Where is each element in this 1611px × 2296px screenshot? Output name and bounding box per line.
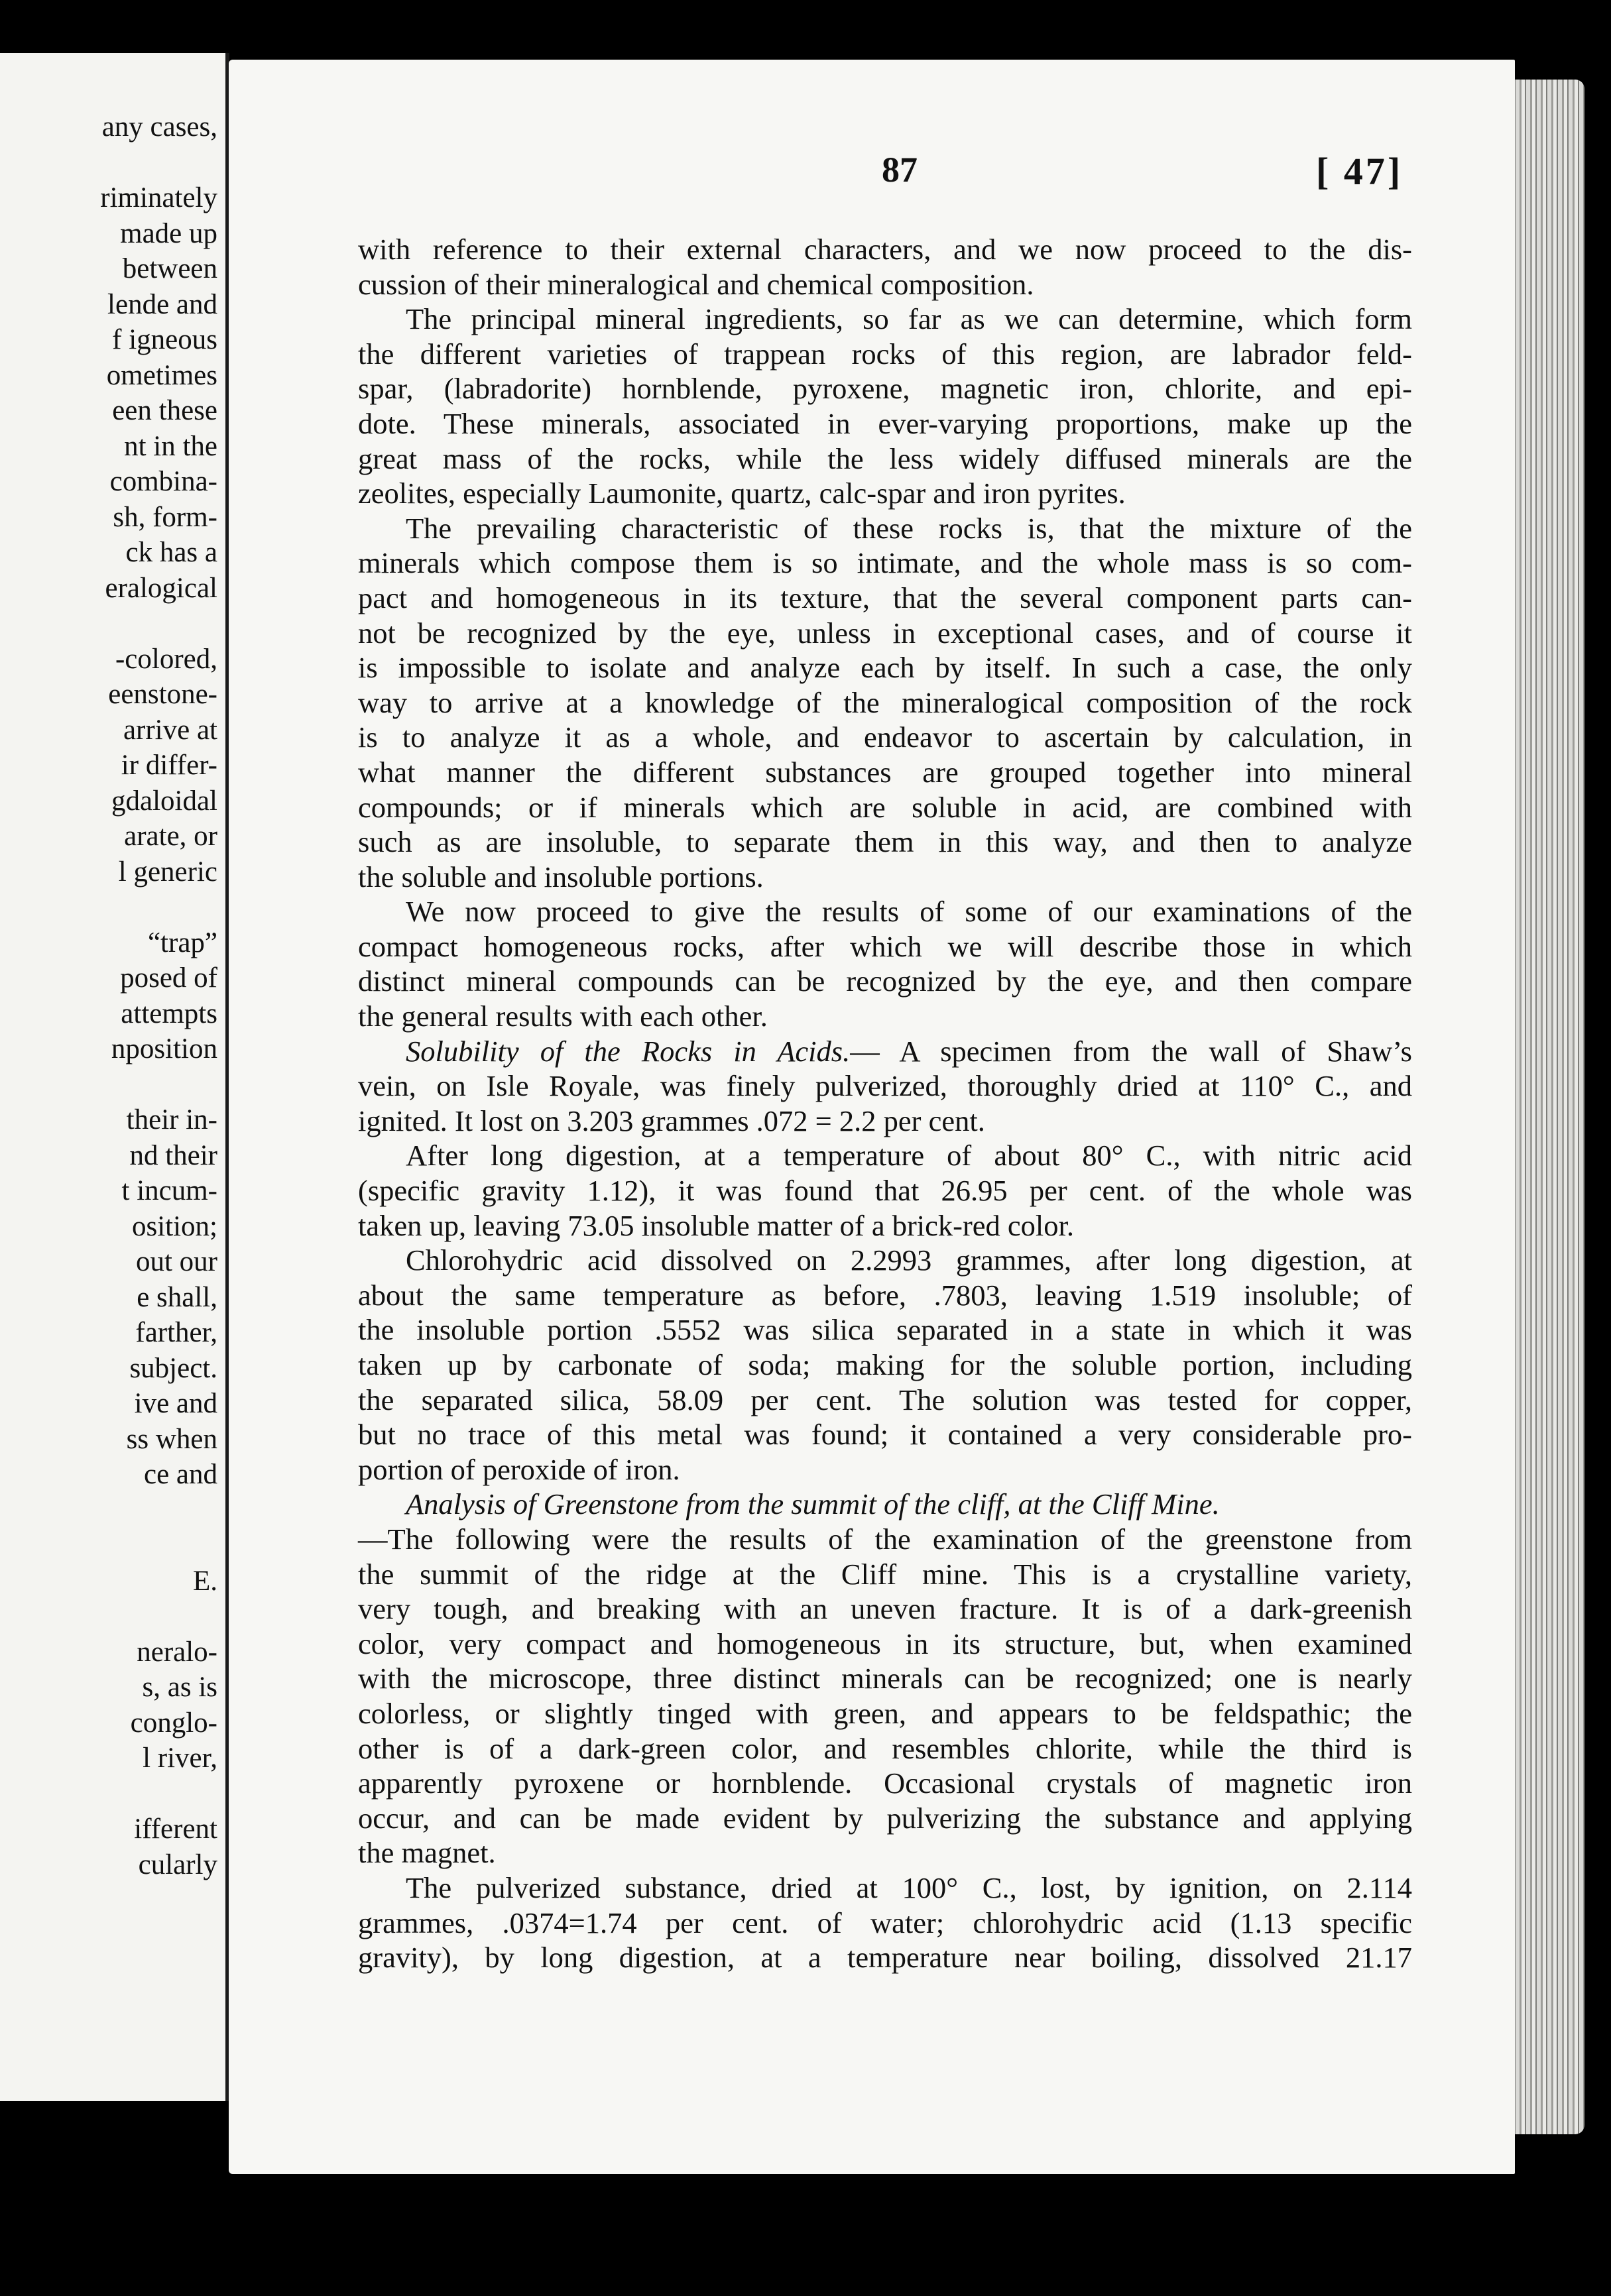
left-page-line: between <box>122 253 217 284</box>
text-line: apparently pyroxene or hornblende. Occasional crystals of magnetic iron <box>358 1766 1412 1800</box>
text-line: grammes, .0374=1.74 per cent. of water; chlorohydric acid (1.13 specific <box>358 1906 1412 1939</box>
text-line: great mass of the rocks, while the less widely diffused minerals are the <box>358 441 1412 475</box>
left-page-line: their in- <box>126 1104 217 1135</box>
text-line: is to analyze it as a whole, and endeavor to ascertain by calculation, in <box>358 720 1412 754</box>
text-line: what manner the different substances are grouped together into mineral <box>358 755 1412 789</box>
text-line: pact and homogeneous in its texture, that the several component parts can- <box>358 581 1412 614</box>
left-page-line: s, as is <box>142 1672 217 1703</box>
left-page-line: combina- <box>109 466 217 497</box>
text-line: not be recognized by the eye, unless in exceptional cases, and of course it <box>358 616 1412 650</box>
text-line: Chlorohydric acid dissolved on 2.2993 grammes, after long digestion, at <box>406 1243 1412 1277</box>
left-page-line: l river, <box>143 1743 217 1774</box>
left-page-line: neralo- <box>137 1636 217 1668</box>
text-line: The prevailing characteristic of these rocks is, that the mixture of the <box>406 511 1412 545</box>
text-line: taken up, leaving 73.05 insoluble matter of a brick-red color. <box>358 1208 1075 1242</box>
text-line: such as are insoluble, to separate them in this way, and then to analyze <box>358 825 1412 859</box>
text-line: occur, and can be made evident by pulverizing the substance and applying <box>358 1801 1412 1835</box>
left-page-line: any cases, <box>101 111 217 143</box>
text-line: color, very compact and homogeneous in its structure, but, when examined <box>358 1627 1412 1660</box>
text-line: compounds; or if minerals which are soluble in acid, are combined with <box>358 790 1412 824</box>
text-line: The principal mineral ingredients, so far as we can determine, which form <box>406 302 1412 336</box>
text-line: the summit of the ridge at the Cliff mine. This is a crystalline variety, <box>358 1557 1412 1591</box>
text-line: After long digestion, at a temperature of about 80° C., with nitric acid <box>406 1139 1412 1173</box>
left-page-line: out our <box>135 1246 217 1277</box>
left-page-line: gdaloidal <box>111 785 217 817</box>
section-heading: Analysis of Greenstone from the summit of the cliff, at the Cliff Mine. <box>406 1487 1220 1521</box>
text-line: way to arrive at a knowledge of the mineralogical composition of the rock <box>358 685 1412 719</box>
text-line: but no trace of this metal was found; it contained a very considerable pro- <box>358 1418 1412 1452</box>
left-page-line: subject. <box>129 1352 217 1384</box>
left-page-line: ir differ- <box>121 750 217 781</box>
text-line: cussion of their mineralogical and chemical composition. <box>358 267 1034 301</box>
left-page-line: attempts <box>121 998 217 1029</box>
left-page-line: ck has a <box>125 537 217 568</box>
left-page-line: eralogical <box>105 572 217 604</box>
text-line: with the microscope, three distinct minerals can be recognized; one is nearly <box>358 1662 1412 1695</box>
left-page-line: cularly <box>138 1849 217 1880</box>
text-line: the soluble and insoluble portions. <box>358 860 764 893</box>
left-page-fragment <box>0 53 229 2101</box>
text-line: spar, (labradorite) hornblende, pyroxene, magnetic iron, chlorite, and epi- <box>358 372 1412 406</box>
text-line: dote. These minerals, associated in ever-varying proportions, make up the <box>358 406 1412 440</box>
left-page-line: ss when <box>126 1423 217 1455</box>
text-line: distinct mineral compounds can be recognized by the eye, and then compare <box>358 964 1412 998</box>
text-line: ignited. It lost on 3.203 grammes .072 = 2.2 per cent. <box>358 1104 985 1137</box>
text-line: gravity), by long digestion, at a temperature near boiling, dissolved 21.17 <box>358 1941 1412 1975</box>
text-line: (specific gravity 1.12), it was found that 26.95 per cent. of the whole was <box>358 1174 1412 1208</box>
text-line: with reference to their external characters, and we now proceed to the dis- <box>358 233 1412 266</box>
text-line: vein, on Isle Royale, was finely pulverized, thoroughly dried at 110° C., and <box>358 1069 1412 1103</box>
text-line: compact homogeneous rocks, after which we will describe those in which <box>358 929 1412 963</box>
left-page-line: arrive at <box>123 714 217 746</box>
signature-mark: [ 47] <box>1316 150 1403 193</box>
text-line <box>358 1034 1412 1069</box>
left-page-line: nd their <box>129 1139 217 1171</box>
left-page-line: farther, <box>135 1317 217 1348</box>
text-line: the different varieties of trappean rocks of this region, are labrador feld- <box>358 337 1412 371</box>
text-line: very tough, and breaking with an uneven fracture. It is of a dark-greenish <box>358 1592 1412 1626</box>
text-line: other is of a dark-green color, and resembles chlorite, while the third is <box>358 1731 1412 1765</box>
left-page-line: ometimes <box>106 359 217 391</box>
left-page-line: sh, form- <box>113 501 217 533</box>
left-page-line: f igneous <box>112 324 217 355</box>
left-page-line: E. <box>192 1565 217 1597</box>
text-line: portion of peroxide of iron. <box>358 1452 680 1486</box>
text-line: the separated silica, 58.09 per cent. The solution was tested for copper, <box>358 1383 1412 1416</box>
left-page-line: ive and <box>134 1388 217 1419</box>
left-page-line: conglo- <box>130 1707 217 1739</box>
left-page-line: e shall, <box>137 1281 217 1313</box>
section-heading: Solubility of the Rocks in Acids. <box>406 1034 851 1068</box>
body-text <box>358 232 1412 1975</box>
left-page-line: riminately <box>100 182 217 213</box>
text-line: —The following were the results of the examination of the greenstone from <box>358 1522 1412 1556</box>
text-line: zeolites, especially Laumonite, quartz, calc-spar and iron pyrites. <box>358 477 1126 510</box>
text-line: taken up by carbonate of soda; making for the soluble portion, including <box>358 1348 1412 1381</box>
left-page-line: ifferent <box>134 1813 217 1845</box>
page-edge-stack <box>1505 80 1584 2134</box>
left-page-line: “trap” <box>147 927 217 958</box>
text-line: We now proceed to give the results of some of our examinations of the <box>406 895 1412 929</box>
left-page-line: t incum- <box>121 1175 217 1206</box>
text-line: the general results with each other. <box>358 1000 768 1033</box>
left-page-line: l generic <box>118 856 217 888</box>
left-page-line: eenstone- <box>108 679 217 710</box>
text-line: the magnet. <box>358 1836 496 1870</box>
text-line: about the same temperature as before, .7803, leaving 1.519 insoluble; of <box>358 1278 1412 1312</box>
text-line: is impossible to isolate and analyze each by itself. In such a case, the only <box>358 651 1412 685</box>
left-page-line: posed of <box>120 962 217 994</box>
left-page-line: nt in the <box>124 430 217 462</box>
left-page-line: arate, or <box>124 821 217 852</box>
left-page-line: osition; <box>131 1210 217 1242</box>
text-line: the insoluble portion .5552 was silica separated in a state in which it was <box>358 1313 1412 1347</box>
text-line <box>358 1487 1412 1522</box>
text-line: minerals which compose them is so intimate, and the whole mass is so com- <box>358 546 1412 580</box>
text-line: colorless, or slightly tinged with green, and appears to be feldspathic; the <box>358 1696 1412 1730</box>
left-page-line: lende and <box>107 288 217 320</box>
left-page-line: -colored, <box>115 643 217 675</box>
text-line: The pulverized substance, dried at 100° C., lost, by ignition, on 2.114 <box>406 1870 1412 1904</box>
left-page-line: nposition <box>111 1033 217 1064</box>
text-line-rest: — A specimen from the wall of Shaw’s <box>850 1034 1412 1068</box>
left-page-line: een these <box>112 395 217 426</box>
page-number: 87 <box>882 150 918 190</box>
left-page-line: made up <box>120 217 217 249</box>
left-page-line: ce and <box>143 1459 217 1490</box>
